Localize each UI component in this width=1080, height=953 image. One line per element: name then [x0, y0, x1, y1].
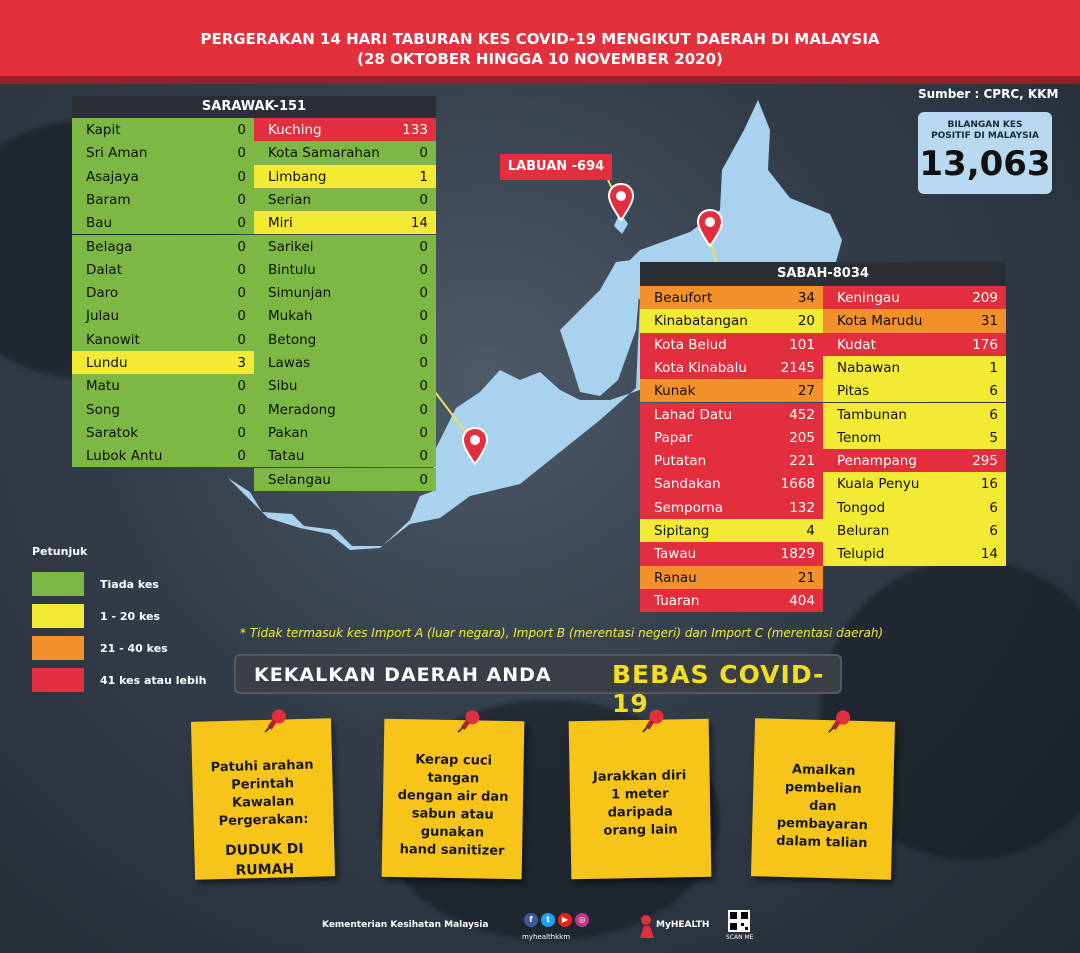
district-cases: 34	[797, 290, 815, 306]
district-row	[72, 188, 254, 211]
district-cases: 0	[237, 308, 246, 325]
district-cases: 132	[789, 499, 815, 516]
district-name: Kota Belud	[654, 336, 727, 353]
pushpin-icon	[825, 708, 856, 735]
district-name: Meradong	[268, 401, 336, 418]
district-name: Miri	[268, 215, 293, 232]
legend-swatch	[32, 572, 84, 596]
district-row	[72, 165, 254, 188]
district-name: Kota Marudu	[837, 313, 923, 330]
sarawak-table-title: SARAWAK-151	[72, 96, 436, 118]
district-name: Mukah	[268, 308, 313, 325]
district-row	[254, 258, 436, 281]
district-name: Papar	[654, 429, 693, 446]
district-name: Penampang	[837, 453, 917, 470]
district-row	[823, 309, 1006, 332]
district-row	[72, 374, 254, 397]
district-cases: 0	[419, 378, 428, 395]
card-emphasis-line: RUMAH	[235, 861, 295, 879]
legend-label: Tiada kes	[100, 578, 159, 591]
card-text-line: pembelian	[784, 780, 862, 798]
card-text-line: dan	[808, 798, 837, 815]
district-row	[823, 449, 1006, 472]
district-cases: 16	[980, 476, 998, 493]
labuan-pin-icon	[608, 182, 634, 222]
district-name: Kuala Penyu	[837, 476, 920, 493]
district-cases: 0	[419, 448, 428, 465]
district-name: Serian	[268, 191, 312, 208]
district-name: Pitas	[837, 383, 870, 400]
district-name: Pakan	[268, 424, 309, 441]
district-cases: 0	[419, 331, 428, 348]
instagram-icon[interactable]: ◎	[575, 913, 589, 927]
facebook-icon[interactable]: f	[524, 913, 538, 927]
district-row	[254, 141, 436, 164]
ministry-label: Kementerian Kesihatan Malaysia	[322, 920, 489, 930]
district-name: Semporna	[654, 499, 723, 516]
district-row	[640, 309, 823, 332]
legend-label: 1 - 20 kes	[100, 610, 161, 623]
advice-card	[191, 718, 335, 880]
advice-card	[751, 718, 895, 880]
sarawak-pin-icon	[462, 426, 488, 466]
district-name: Sri Aman	[86, 145, 148, 162]
district-name: Kunak	[654, 383, 696, 400]
district-row	[823, 496, 1006, 519]
slogan-part-2: BEBAS COVID-19	[612, 660, 825, 718]
district-name: Baram	[86, 191, 131, 208]
district-row	[72, 211, 254, 234]
district-cases: 0	[419, 145, 428, 162]
youtube-icon[interactable]: ▶	[558, 913, 572, 927]
total-cases-value: 13,063	[919, 144, 1051, 184]
district-row	[254, 165, 436, 188]
district-row	[823, 403, 1006, 426]
district-cases: 27	[797, 383, 815, 400]
district-row	[72, 281, 254, 304]
district-row	[640, 379, 823, 402]
district-name: Tuaran	[654, 592, 700, 609]
district-name: Daro	[86, 285, 119, 302]
district-row	[72, 235, 254, 258]
district-name: Kuching	[268, 122, 322, 138]
district-cases: 6	[989, 523, 998, 539]
district-cases: 209	[972, 290, 998, 306]
district-cases: 1668	[780, 476, 815, 493]
district-cases: 3	[237, 355, 246, 371]
sabah-pin-icon	[697, 208, 723, 248]
district-cases: 0	[237, 261, 246, 278]
slogan-part-1: KEKALKAN DAERAH ANDA	[254, 664, 552, 686]
card-text-line: Kerap cuci	[415, 752, 493, 769]
district-row	[640, 472, 823, 495]
district-row	[640, 566, 823, 589]
district-row	[72, 304, 254, 327]
district-row	[254, 235, 436, 258]
legend-title: Petunjuk	[32, 545, 88, 558]
district-name: Sibu	[268, 378, 298, 395]
district-name: Song	[86, 401, 120, 418]
district-row	[640, 333, 823, 356]
district-cases: 4	[806, 523, 815, 539]
card-text-line: 1 meter	[611, 786, 669, 803]
title-line-1: PERGERAKAN 14 HARI TABURAN KES COVID-19 MENGIKUT DAERAH DI MALAYSIA	[200, 30, 880, 48]
district-name: Tambunan	[837, 406, 907, 423]
district-name: Nabawan	[837, 359, 901, 376]
district-row	[254, 398, 436, 421]
district-name: Putatan	[654, 453, 707, 470]
district-cases: 6	[989, 499, 998, 516]
card-text-line: tangan	[427, 770, 480, 787]
card-text-line: Pergerakan:	[218, 811, 309, 830]
district-cases: 205	[789, 429, 815, 446]
card-text-line: sabun atau	[411, 806, 494, 823]
district-name: Lahad Datu	[654, 406, 733, 423]
card-text-line: Jarakkan diri	[592, 768, 687, 785]
district-cases: 176	[972, 336, 998, 353]
district-row	[254, 351, 436, 374]
district-name: Limbang	[268, 168, 327, 185]
district-row	[823, 472, 1006, 495]
district-name: Lundu	[86, 355, 128, 371]
district-name: Bau	[86, 215, 113, 232]
district-row	[254, 281, 436, 304]
source-label: Sumber : CPRC, KKM	[918, 87, 1059, 101]
card-text-line: Patuhi arahan	[210, 757, 314, 776]
district-name: Kota Kinabalu	[654, 359, 747, 376]
district-name: Tenom	[837, 429, 882, 446]
advice-card	[382, 719, 525, 879]
district-row	[640, 589, 823, 612]
card-text-line: dengan air dan	[397, 788, 509, 805]
district-name: Beluran	[837, 523, 890, 539]
district-name: Tatau	[268, 448, 305, 465]
district-cases: 404	[789, 592, 815, 609]
district-name: Bintulu	[268, 261, 316, 278]
district-cases: 2145	[780, 359, 815, 376]
district-cases: 221	[789, 453, 815, 470]
district-cases: 0	[237, 191, 246, 208]
district-cases: 0	[237, 401, 246, 418]
card-text-line: gunakan	[420, 824, 485, 841]
district-name: Simunjan	[268, 285, 332, 302]
legend-swatch	[32, 636, 84, 660]
district-cases: 0	[419, 471, 428, 488]
district-row	[823, 286, 1006, 309]
district-row	[72, 444, 254, 467]
district-row	[254, 444, 436, 467]
district-row	[640, 449, 823, 472]
footnote: * Tidak termasuk kes Import A (luar negara), Import B (merentasi negeri) dan Import C (merentasi daerah)	[240, 626, 884, 640]
district-name: Julau	[86, 308, 120, 325]
card-text-line: dalam talian	[776, 833, 868, 852]
district-name: Keningau	[837, 290, 900, 306]
district-name: Ranau	[654, 569, 697, 586]
district-row	[640, 519, 823, 542]
district-name: Telupid	[837, 546, 885, 563]
district-cases: 1	[419, 168, 428, 185]
district-name: Sandakan	[654, 476, 721, 493]
district-cases: 101	[789, 336, 815, 353]
district-row	[254, 421, 436, 444]
total-label-1: BILANGAN KES	[947, 120, 1023, 130]
district-name: Lawas	[268, 355, 311, 371]
district-row	[254, 468, 436, 491]
district-cases: 6	[989, 383, 998, 400]
district-cases: 1829	[780, 546, 815, 563]
district-cases: 0	[237, 238, 246, 255]
district-name: Beaufort	[654, 290, 713, 306]
district-cases: 0	[237, 122, 246, 138]
district-name: Asajaya	[86, 168, 139, 185]
labuan-label: LABUAN -694	[500, 154, 612, 180]
district-cases: 133	[402, 122, 428, 138]
district-row	[72, 258, 254, 281]
scan-me-label: SCAN ME	[726, 934, 754, 941]
district-row	[640, 542, 823, 565]
district-name: Dalat	[86, 261, 122, 278]
district-cases: 295	[972, 453, 998, 470]
card-text-line: hand sanitizer	[399, 842, 505, 859]
district-cases: 31	[980, 313, 998, 330]
card-text-line: pembayaran	[776, 815, 869, 834]
legend-label: 41 kes atau lebih	[100, 674, 207, 687]
district-row	[72, 118, 254, 141]
card-text-line: Amalkan	[791, 762, 856, 779]
district-row	[823, 356, 1006, 379]
advice-card	[569, 719, 712, 879]
slogan-bar	[234, 654, 842, 718]
district-row	[72, 141, 254, 164]
district-name: Matu	[86, 378, 120, 395]
district-row	[72, 351, 254, 374]
district-row	[254, 374, 436, 397]
district-row	[823, 333, 1006, 356]
district-cases: 0	[237, 285, 246, 302]
district-cases: 0	[237, 378, 246, 395]
district-cases: 5	[989, 429, 998, 446]
district-row	[254, 211, 436, 234]
district-cases: 0	[237, 331, 246, 348]
district-row	[254, 328, 436, 351]
twitter-icon[interactable]: t	[541, 913, 555, 927]
qr-code-icon[interactable]	[728, 910, 750, 932]
district-row	[254, 188, 436, 211]
district-name: Sarikei	[268, 238, 314, 255]
district-cases: 1	[989, 359, 998, 376]
myhealth-text: MyHEALTH	[656, 920, 710, 930]
district-name: Sipitang	[654, 523, 710, 539]
district-name: Saratok	[86, 424, 139, 441]
district-row	[72, 421, 254, 444]
district-row	[823, 519, 1006, 542]
district-name: Lubok Antu	[86, 448, 163, 465]
district-name: Tongod	[837, 499, 886, 516]
myhealth-logo	[636, 912, 710, 940]
sabah-table-title: SABAH-8034	[640, 262, 1006, 286]
legend-swatch	[32, 604, 84, 628]
legend-label: 21 - 40 kes	[100, 642, 168, 655]
district-cases: 0	[419, 261, 428, 278]
district-cases: 0	[419, 191, 428, 208]
card-text-line: daripada	[607, 804, 673, 821]
district-row	[72, 398, 254, 421]
district-name: Betong	[268, 331, 317, 348]
district-cases: 0	[237, 448, 246, 465]
legend-swatch	[32, 668, 84, 692]
district-row	[640, 286, 823, 309]
district-cases: 0	[419, 424, 428, 441]
district-row	[823, 426, 1006, 449]
district-cases: 0	[419, 401, 428, 418]
district-name: Kudat	[837, 336, 876, 353]
social-handle: myhealthkkm	[522, 933, 571, 941]
district-name: Kapit	[86, 122, 121, 138]
district-cases: 0	[419, 355, 428, 371]
district-row	[640, 496, 823, 519]
pushpin-icon	[638, 707, 668, 734]
district-cases: 14	[410, 215, 428, 232]
district-row	[823, 542, 1006, 565]
district-cases: 6	[989, 406, 998, 423]
district-row	[640, 426, 823, 449]
district-cases: 0	[419, 285, 428, 302]
card-emphasis-line: DUDUK DI	[224, 840, 304, 860]
district-name: Selangau	[268, 471, 331, 488]
district-row	[72, 328, 254, 351]
district-row	[254, 118, 436, 141]
district-cases: 0	[237, 215, 246, 232]
district-row	[254, 304, 436, 327]
district-cases: 452	[789, 406, 815, 423]
district-name: Belaga	[86, 238, 133, 255]
card-text-line: Perintah Kawalan	[231, 776, 295, 811]
district-name: Kanowit	[86, 331, 140, 348]
district-name: Kota Samarahan	[268, 145, 380, 162]
district-cases: 20	[797, 313, 815, 330]
district-name: Tawau	[654, 546, 697, 563]
card-text-line: orang lain	[603, 822, 678, 839]
pushpin-icon	[261, 707, 292, 734]
total-label-2: POSITIF DI MALAYSIA	[931, 131, 1039, 141]
district-cases: 0	[237, 145, 246, 162]
district-name: Kinabatangan	[654, 313, 748, 330]
district-cases: 21	[797, 569, 815, 586]
district-cases: 0	[237, 424, 246, 441]
district-cases: 0	[419, 308, 428, 325]
district-cases: 14	[980, 546, 998, 563]
district-cases: 0	[237, 168, 246, 185]
district-row	[640, 356, 823, 379]
district-cases: 0	[419, 238, 428, 255]
district-row	[823, 379, 1006, 402]
pushpin-icon	[454, 708, 484, 735]
district-row	[640, 403, 823, 426]
title-line-2: (28 OKTOBER HINGGA 10 NOVEMBER 2020)	[357, 50, 723, 68]
